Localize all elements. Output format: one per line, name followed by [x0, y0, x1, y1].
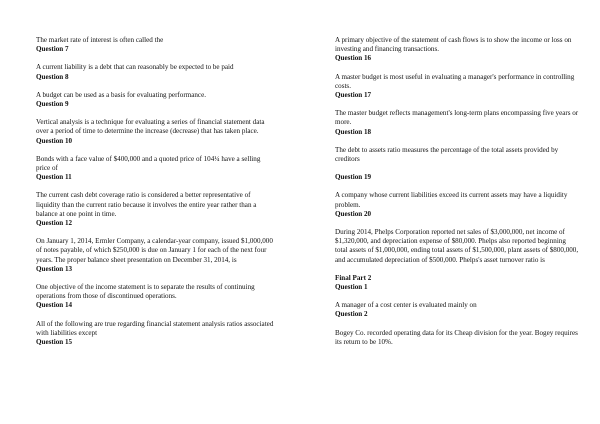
question-block [335, 191, 579, 219]
question-block [36, 191, 276, 228]
spacer [335, 164, 579, 173]
question-label: Question 19 [335, 173, 372, 182]
question-text: One objective of the income statement is to separate the results of continuing operations from those of discontinued operations. [36, 283, 255, 301]
question-text: A master budget is most useful in evaluating a manager's performance in controlling costs. [335, 72, 575, 90]
question-label: Question 10 [36, 136, 73, 145]
question-text: The current cash debt coverage ratio is considered a better representative of liquidity than the current ratio because it involves the entire year rather than a balance at one point in time. [36, 191, 257, 218]
question-block [335, 109, 579, 137]
question-text: The master budget reflects management's long-term plans encompassing five years or more. [335, 109, 579, 127]
question-label: Question 14 [36, 301, 73, 310]
section-heading: Final Part 2 [335, 273, 372, 282]
question-text: During 2014, Phelps Corporation reported net sales of $3,000,000, net income of $1,320,000, and depreciation expense of $80,000. Phelps also reported beginning total assets of $1,000,000, ending total assets of $1,500,000, plant assets of $800,000, and accumulated depreciation of $500,000. Phelps's asset turnover ratio is [335, 228, 579, 264]
question-block [335, 329, 579, 347]
left-column [36, 36, 276, 356]
question-block [36, 63, 276, 81]
question-text: Bonds with a face value of $400,000 and a quoted price of 104¼ have a selling price of [36, 154, 261, 173]
question-block [36, 155, 276, 183]
final-part-section [335, 274, 579, 292]
question-block [36, 283, 276, 311]
question-label: Question 17 [335, 91, 372, 100]
question-text: A budget can be used as a basis for evaluating performance. [36, 90, 206, 99]
question-block [36, 36, 276, 54]
question-label: Question 11 [36, 173, 72, 182]
question-text: A manager of a cost center is evaluated mainly on [335, 301, 477, 310]
question-text: Vertical analysis is a technique for evaluating a series of financial statement data over a period of time to determine the increase (decrease) that has taken place. [36, 118, 265, 136]
right-column [335, 36, 579, 356]
question-label: Question 20 [335, 209, 372, 218]
question-text: The debt to assets ratio measures the percentage of the total assets provided by creditors [335, 145, 559, 164]
question-text: A primary objective of the statement of cash flows is to show the income or loss on investing and financing transactions. [335, 36, 572, 54]
question-block [335, 146, 579, 183]
question-text: Bogey Co. recorded operating data for its Cheap division for the year. Bogey requires its return to be 10%. [335, 328, 578, 346]
question-label: Question 1 [335, 283, 368, 292]
question-label: Question 7 [36, 45, 69, 54]
question-label: Question 13 [36, 264, 73, 273]
question-text: A company whose current liabilities exceed its current assets may have a liquidity problem. [335, 191, 568, 209]
question-text: A current liability is a debt that can reasonably be expected to be paid [36, 63, 234, 72]
question-block [36, 91, 276, 109]
question-text: The market rate of interest is often called the [36, 36, 164, 44]
question-block [36, 237, 276, 274]
question-block [335, 36, 579, 64]
question-block [335, 228, 579, 265]
question-label: Question 8 [36, 72, 69, 81]
question-text: All of the following are true regarding financial statement analysis ratios associated with liabilities except [36, 319, 274, 337]
question-block [36, 118, 276, 146]
question-block [335, 301, 579, 319]
question-label: Question 2 [335, 310, 368, 319]
question-label: Question 9 [36, 100, 69, 109]
question-label: Question 18 [335, 127, 372, 136]
question-label: Question 16 [335, 54, 372, 63]
question-label: Question 15 [36, 338, 73, 347]
question-block [36, 320, 276, 348]
question-text: On January 1, 2014, Ermler Company, a calendar-year company, issued $1,000,000 of notes payable, of which $250,000 is due on January 1 for each of the next four years. The proper balance sheet presentation on December 31, 2014, is [36, 237, 273, 264]
question-block [335, 73, 579, 101]
question-label: Question 12 [36, 219, 73, 228]
